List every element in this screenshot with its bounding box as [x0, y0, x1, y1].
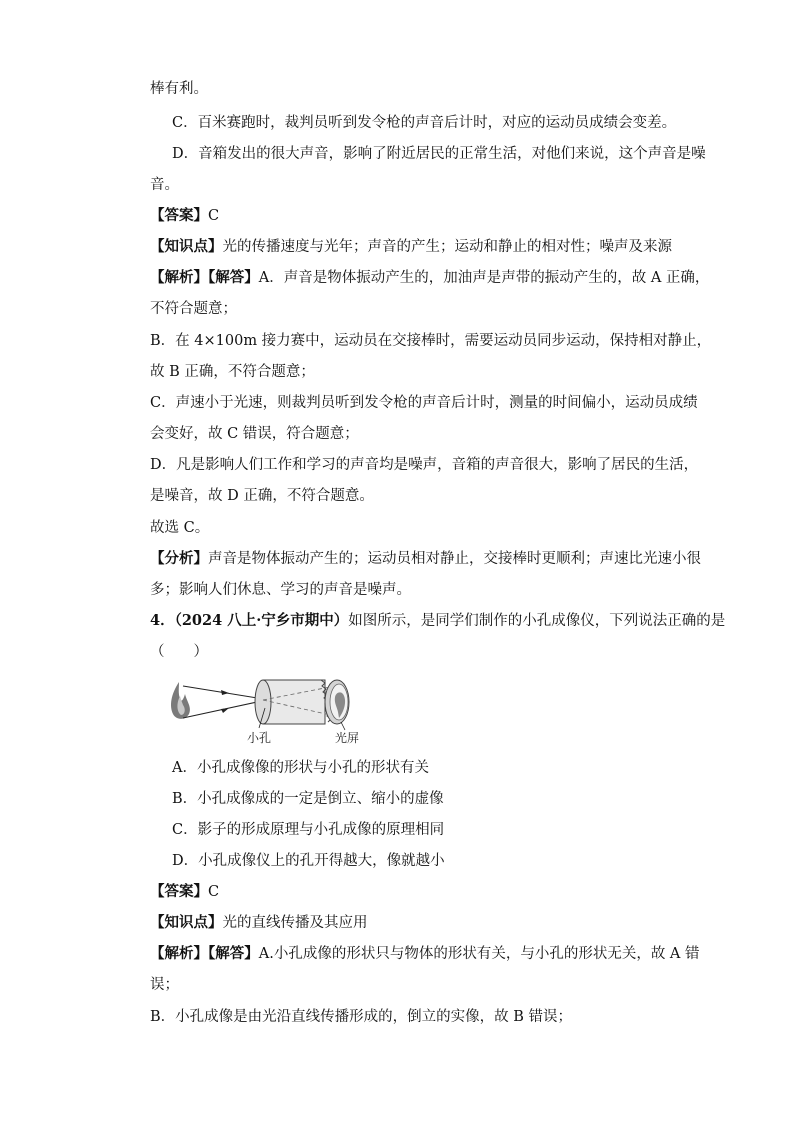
question-4-option-b: B．小孔成像成的一定是倒立、缩小的虚像	[172, 791, 444, 807]
analysis-text: A.小孔成像的形状只与物体的形状有关，与小孔的形状无关，故 A 错	[258, 946, 700, 962]
question-source: （2024 八上·宁乡市期中）	[174, 612, 349, 629]
q4-analysis-line3: B．小孔成像是由光沿直线传播形成的，倒立的实像，故 B 错误；	[150, 1009, 573, 1025]
summary-tag: 【分析】	[150, 550, 208, 567]
question-4-stem	[150, 611, 725, 631]
prev-analysis-line2: 不符合题意；	[150, 301, 237, 317]
answer-value: C	[208, 884, 220, 900]
prev-analysis-line1	[150, 268, 709, 288]
knowledge-text: 光的直线传播及其应用	[222, 915, 368, 931]
question-number: 4．	[150, 612, 175, 629]
solution-tag: 【解答】	[208, 945, 259, 962]
analysis-text: A．声音是物体振动产生的，加油声是声带的振动产生的，故 A 正确，	[258, 270, 710, 286]
knowledge-tag: 【知识点】	[150, 914, 223, 931]
prev-answer-line	[150, 206, 219, 226]
question-text: 如图所示，是同学们制作的小孔成像仪，下列说法正确的是	[348, 613, 726, 629]
prev-analysis-line5: C．声速小于光速，则裁判员听到发令枪的声音后计时，测量的时间偏小，运动员成绩	[150, 395, 698, 411]
answer-value: C	[208, 208, 220, 224]
answer-tag: 【答案】	[150, 883, 208, 900]
knowledge-text: 光的传播速度与光年；声音的产生；运动和静止的相对性；噪声及来源	[222, 239, 672, 255]
question-4-option-d: D．小孔成像仪上的孔开得越大，像就越小	[172, 853, 445, 869]
prev-analysis-line3: B．在 4×100m 接力赛中，运动员在交接棒时，需要运动员同步运动，保持相对静止，	[150, 333, 712, 349]
question-4-option-a: A．小孔成像像的形状与小孔的形状有关	[172, 760, 429, 776]
q4-answer-line	[150, 882, 219, 902]
pinhole-camera-figure	[165, 672, 385, 750]
knowledge-tag: 【知识点】	[150, 238, 223, 255]
summary-text: 声音是物体振动产生的；运动员相对静止，交接棒时更顺利；声速比光速小很	[208, 551, 701, 567]
question-4-paren: （ ）	[150, 644, 208, 660]
prev-option-c: C．百米赛跑时，裁判员听到发令枪的声音后计时，对应的运动员成绩会变差。	[172, 115, 677, 131]
cylinder	[255, 680, 349, 724]
q4-analysis-line1	[150, 944, 700, 964]
analysis-tag: 【解析】	[150, 269, 208, 286]
prev-knowledge-line	[150, 237, 672, 257]
question-4-option-c: C．影子的形成原理与小孔成像的原理相同	[172, 822, 445, 838]
solution-tag: 【解答】	[208, 269, 259, 286]
prev-tail: 棒有利。	[150, 81, 208, 97]
prev-analysis-line9: 故选 C。	[150, 520, 210, 536]
prev-summary-line2: 多；影响人们休息、学习的声音是噪声。	[150, 582, 411, 598]
prev-analysis-line4: 故 B 正确，不符合题意；	[150, 364, 315, 380]
q4-knowledge-line	[150, 913, 368, 933]
flame-icon	[171, 682, 190, 719]
prev-option-d-line2: 音。	[150, 177, 179, 193]
label-screen: 光屏	[335, 731, 360, 745]
prev-summary-line1	[150, 549, 701, 569]
label-pinhole: 小孔	[247, 731, 272, 745]
prev-analysis-line6: 会变好，故 C 错误，符合题意；	[150, 426, 359, 442]
prev-analysis-line8: 是噪音，故 D 正确，不符合题意。	[150, 488, 374, 504]
analysis-tag: 【解析】	[150, 945, 208, 962]
prev-option-d-line1: D．音箱发出的很大声音，影响了附近居民的正常生活，对他们来说，这个声音是噪	[172, 146, 706, 162]
prev-analysis-line7: D．凡是影响人们工作和学习的声音均是噪声，音箱的声音很大，影响了居民的生活，	[150, 457, 699, 473]
q4-analysis-line2: 误；	[150, 977, 179, 993]
answer-tag: 【答案】	[150, 207, 208, 224]
